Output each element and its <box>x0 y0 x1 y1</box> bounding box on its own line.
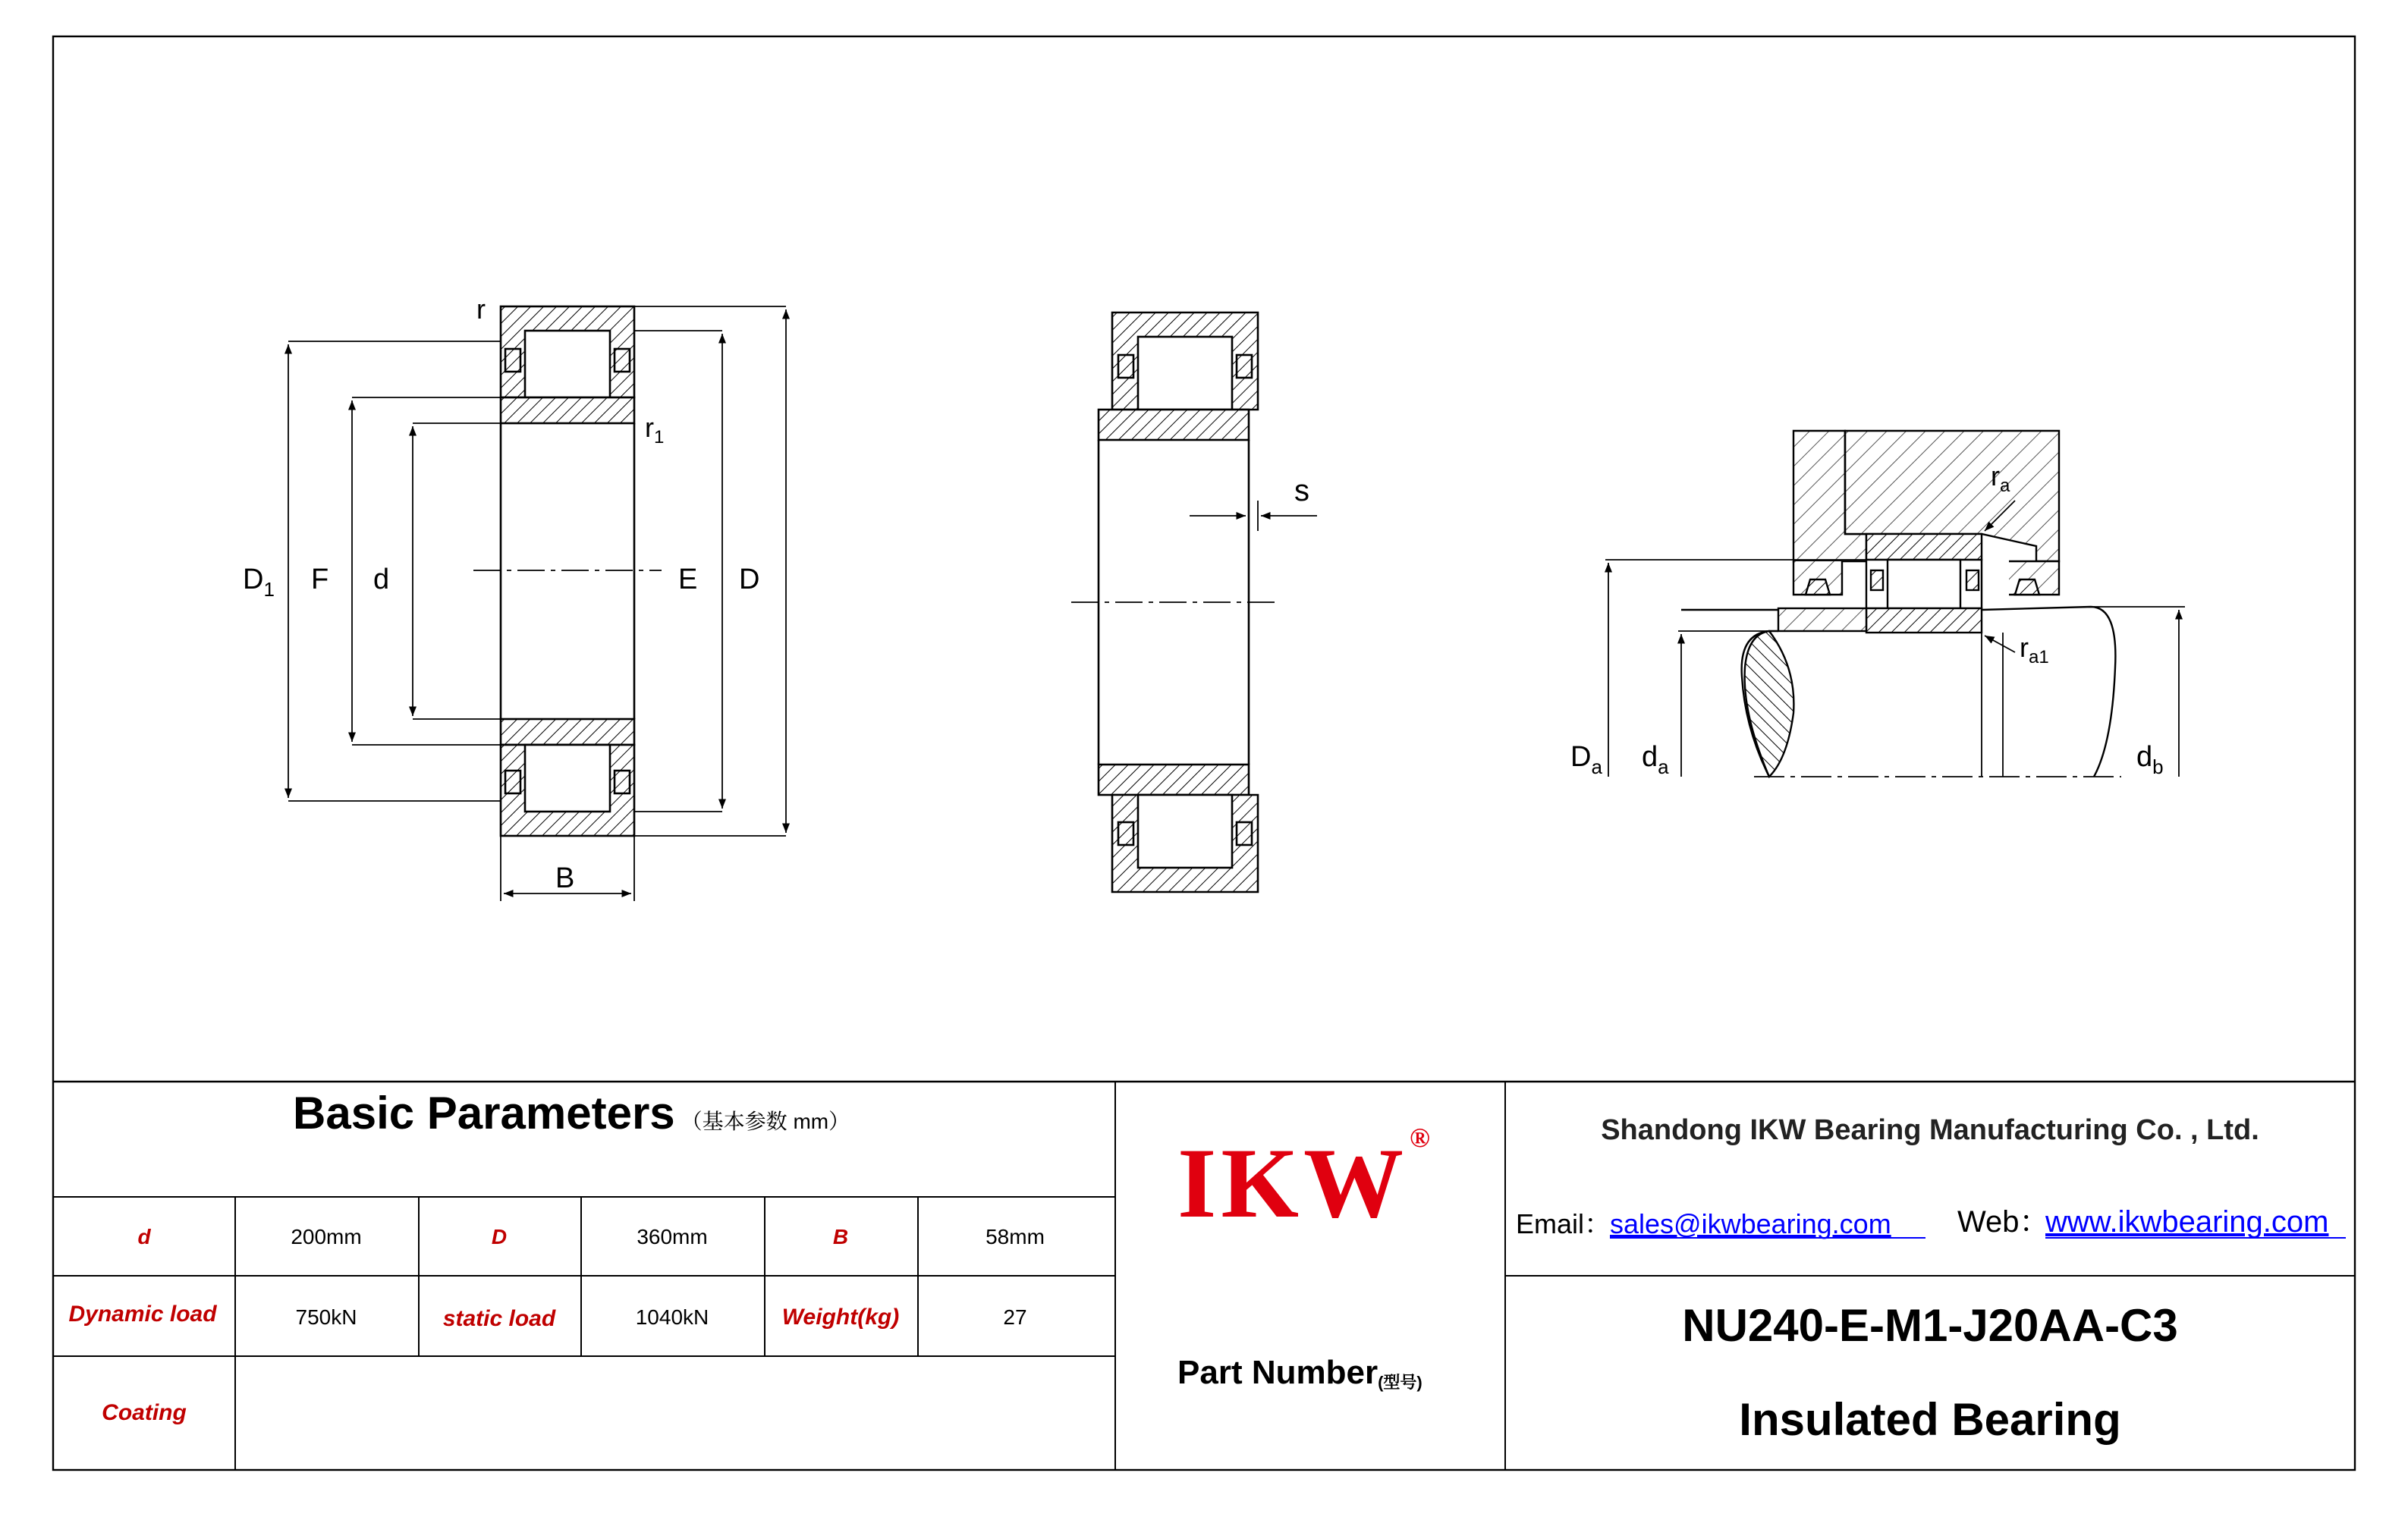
shaft-section <box>1745 631 1794 777</box>
side-inner-ring-bottom <box>1099 765 1249 795</box>
label-Da: $D_a$ <box>1570 741 1602 778</box>
email-label: Email： <box>1516 1208 1612 1239</box>
part-number-value: NU240-E-M1-J20AA-C3 <box>1682 1300 2178 1351</box>
label-db: $d_b$ <box>2136 741 2164 778</box>
label-r: r <box>476 294 486 325</box>
label-D1: $D_1$ <box>243 564 275 601</box>
label-r1: $r_1$ <box>645 412 665 448</box>
spacer-left <box>1778 608 1866 631</box>
label-ra: $r_a$ <box>1991 460 2010 496</box>
param-value-D: 360mm <box>637 1225 708 1248</box>
company-name: Shandong IKW Bearing Manufacturing Co. , Ltd. <box>1601 1114 2259 1146</box>
part-number-label: Part Number(型号) <box>1177 1354 1422 1392</box>
mount-inner-ring <box>1866 608 1982 633</box>
seal-right <box>2015 579 2039 595</box>
roller-top <box>525 331 610 397</box>
seal-left <box>1806 579 1830 595</box>
param-label-dynamic-load: Dynamic load <box>68 1302 217 1327</box>
mount-outer-ring <box>1866 534 1982 560</box>
bearing-type: Insulated Bearing <box>1739 1394 2121 1445</box>
side-section-view <box>1071 312 1281 892</box>
cage-top-right <box>615 349 630 372</box>
cage-bottom-right <box>615 771 630 793</box>
logo-registered-mark: ® <box>1410 1123 1430 1153</box>
table-title: Basic Parameters （基本参数 mm） <box>293 1088 850 1138</box>
inner-ring-bottom <box>501 719 634 745</box>
param-value-static-load: 1040kN <box>635 1305 709 1329</box>
logo-text: IKW <box>1177 1127 1409 1239</box>
web-link[interactable]: www.ikwbearing.com <box>2045 1205 2329 1239</box>
roller-bottom <box>525 745 610 812</box>
label-B: B <box>555 862 575 894</box>
label-da: $d_a$ <box>1642 741 1669 778</box>
label-D: D <box>739 564 760 595</box>
cage-bottom-left <box>505 771 520 793</box>
param-label-D: D <box>491 1225 508 1248</box>
label-d: d <box>373 564 390 595</box>
front-section-view <box>473 306 665 836</box>
label-ra1: $r_{a1}$ <box>2020 632 2049 667</box>
email-link[interactable]: sales@ikwbearing.com <box>1610 1208 1891 1239</box>
label-s: s <box>1294 474 1309 507</box>
param-value-dynamic-load: 750kN <box>295 1305 357 1329</box>
web-label: Web： <box>1957 1205 2050 1239</box>
label-E: E <box>678 564 698 595</box>
label-F: F <box>311 564 329 595</box>
sheet-border <box>53 36 2355 1470</box>
param-value-B: 58mm <box>986 1225 1045 1248</box>
table-row <box>68 1302 1026 1331</box>
param-label-static-load: static load <box>442 1306 556 1331</box>
param-label-B: B <box>832 1225 849 1248</box>
param-label-d: d <box>137 1225 151 1248</box>
table-row <box>137 1225 1044 1248</box>
mounting-view <box>1681 431 2121 777</box>
ikw-logo <box>1177 1123 1430 1239</box>
param-value-d: 200mm <box>291 1225 362 1248</box>
param-label-weight: Weight(kg) <box>781 1305 900 1330</box>
side-inner-ring-top <box>1099 410 1249 440</box>
param-label-coating: Coating <box>102 1400 187 1425</box>
cage-top-left <box>505 349 520 372</box>
inner-ring-top <box>501 397 634 423</box>
param-value-weight: 27 <box>1003 1305 1027 1329</box>
